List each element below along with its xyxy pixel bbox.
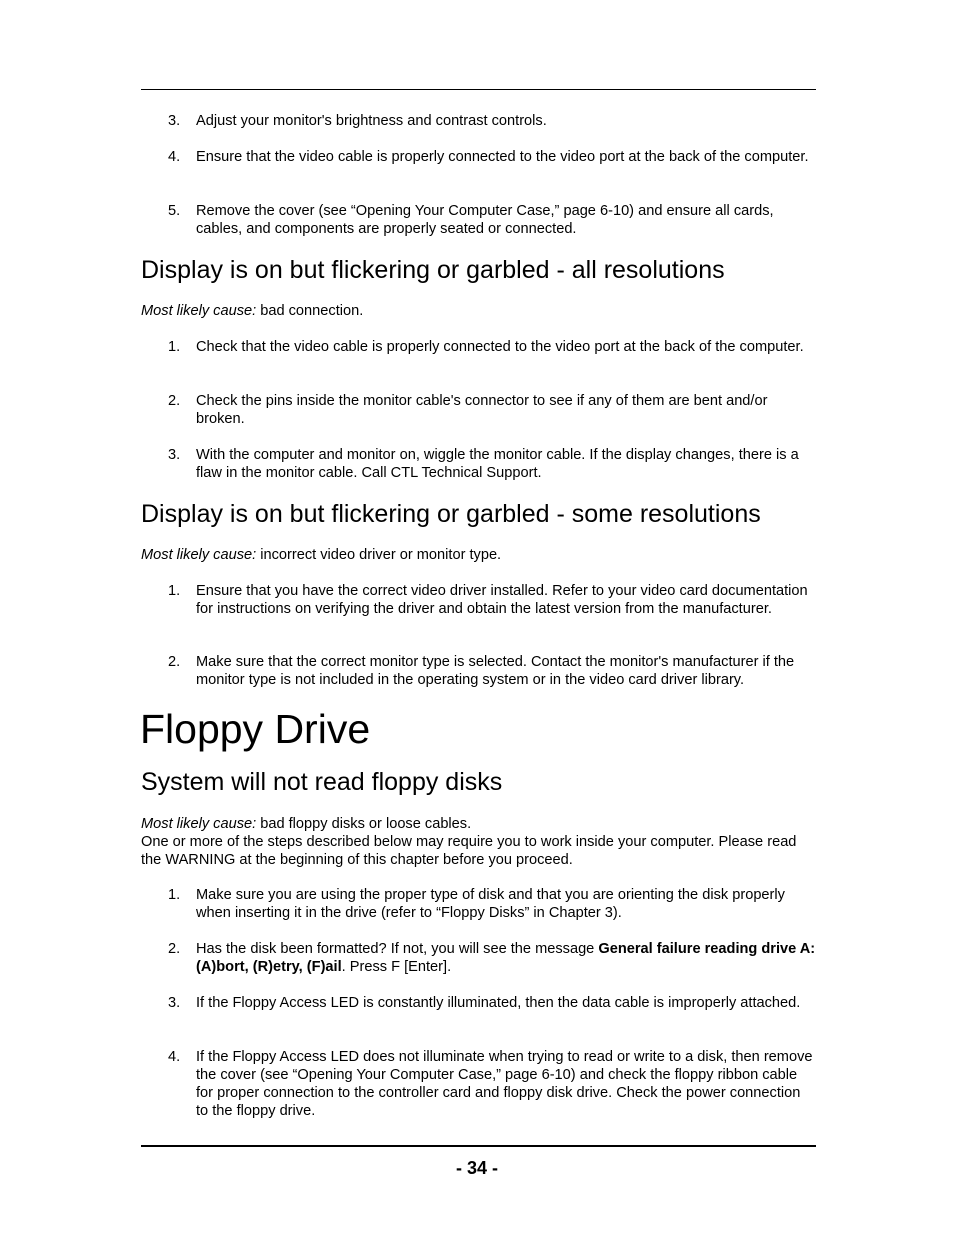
cause-text: bad floppy disks or loose cables. (256, 816, 472, 832)
list-number: 1. (168, 887, 181, 903)
likely-cause (141, 546, 501, 564)
list-number: 2. (168, 941, 181, 957)
list-number: 4. (168, 1049, 181, 1065)
list-text: Check the pins inside the monitor cable's connector to see if any of them are bent and/or broken. (196, 393, 768, 427)
list-text (196, 940, 816, 976)
list-text: Make sure you are using the proper type of disk and that you are orienting the disk properly when inserting it in the drive (refer to “Floppy Disks” in Chapter 3). (196, 887, 785, 921)
likely-cause (141, 815, 471, 833)
footer-rule (141, 1145, 816, 1147)
chapter-title: Floppy Drive (140, 706, 371, 752)
cause-text: incorrect video driver or monitor type. (256, 547, 502, 563)
section-heading: System will not read floppy disks (141, 768, 503, 796)
page-number: - 34 - (455, 1158, 498, 1178)
list-text: Check that the video cable is properly connected to the video port at the back of the computer. (196, 339, 804, 355)
list-number: 1. (168, 583, 181, 599)
list-text-start: Has the disk been formatted? If not, you will see the message (196, 941, 599, 957)
section-heading: Display is on but flickering or garbled - some resolutions (141, 500, 761, 528)
section-heading: Display is on but flickering or garbled - all resolutions (141, 256, 725, 284)
list-text: If the Floppy Access LED is constantly illuminated, then the data cable is improperly attached. (196, 995, 801, 1011)
cause-text: bad connection. (256, 303, 364, 319)
list-number: 4. (168, 149, 181, 165)
cause-label: Most likely cause: (141, 547, 257, 563)
list-number: 2. (168, 654, 181, 670)
list-text: With the computer and monitor on, wiggle the monitor cable. If the display changes, there is a flaw in the monitor cable. Call CTL Technical Support. (196, 447, 799, 481)
list-text-end: . Press F [Enter]. (341, 959, 452, 975)
header-rule (141, 89, 816, 90)
list-number: 5. (168, 203, 181, 219)
list-number: 2. (168, 393, 181, 409)
cause-label: Most likely cause: (141, 303, 257, 319)
list-number: 3. (168, 113, 181, 129)
list-number: 3. (168, 447, 181, 463)
list-text: Make sure that the correct monitor type is selected. Contact the monitor's manufacturer if the monitor type is not included in the operating system or in the video card driver library. (196, 654, 795, 688)
list-number: 1. (168, 339, 181, 355)
intro-paragraph: One or more of the steps described below may require you to work inside your computer. Please read the WARNING at the beginning of this chapter before you proceed. (141, 834, 797, 868)
list-text: If the Floppy Access LED does not illuminate when trying to read or write to a disk, then remove the cover (see “Opening Your Computer Case,” page 6-10) and check the floppy ribbon cable for proper connection to the controller card and floppy disk drive. Check the power connection to the floppy drive. (196, 1049, 813, 1119)
list-text: Remove the cover (see “Opening Your Computer Case,” page 6-10) and ensure all cards, cables, and components are properly seated or connected. (196, 203, 774, 237)
likely-cause (141, 302, 363, 320)
list-text: Ensure that you have the correct video driver installed. Refer to your video card documentation for instructions on verifying the driver and obtain the latest version from the manufacturer. (196, 583, 808, 617)
list-text: Ensure that the video cable is properly connected to the video port at the back of the computer. (196, 149, 809, 165)
list-text: Adjust your monitor's brightness and contrast controls. (196, 113, 547, 129)
list-number: 3. (168, 995, 181, 1011)
error-message: General failure reading drive A: (A)bort, (R)etry, (F)ail (196, 941, 816, 975)
cause-label: Most likely cause: (141, 816, 257, 832)
